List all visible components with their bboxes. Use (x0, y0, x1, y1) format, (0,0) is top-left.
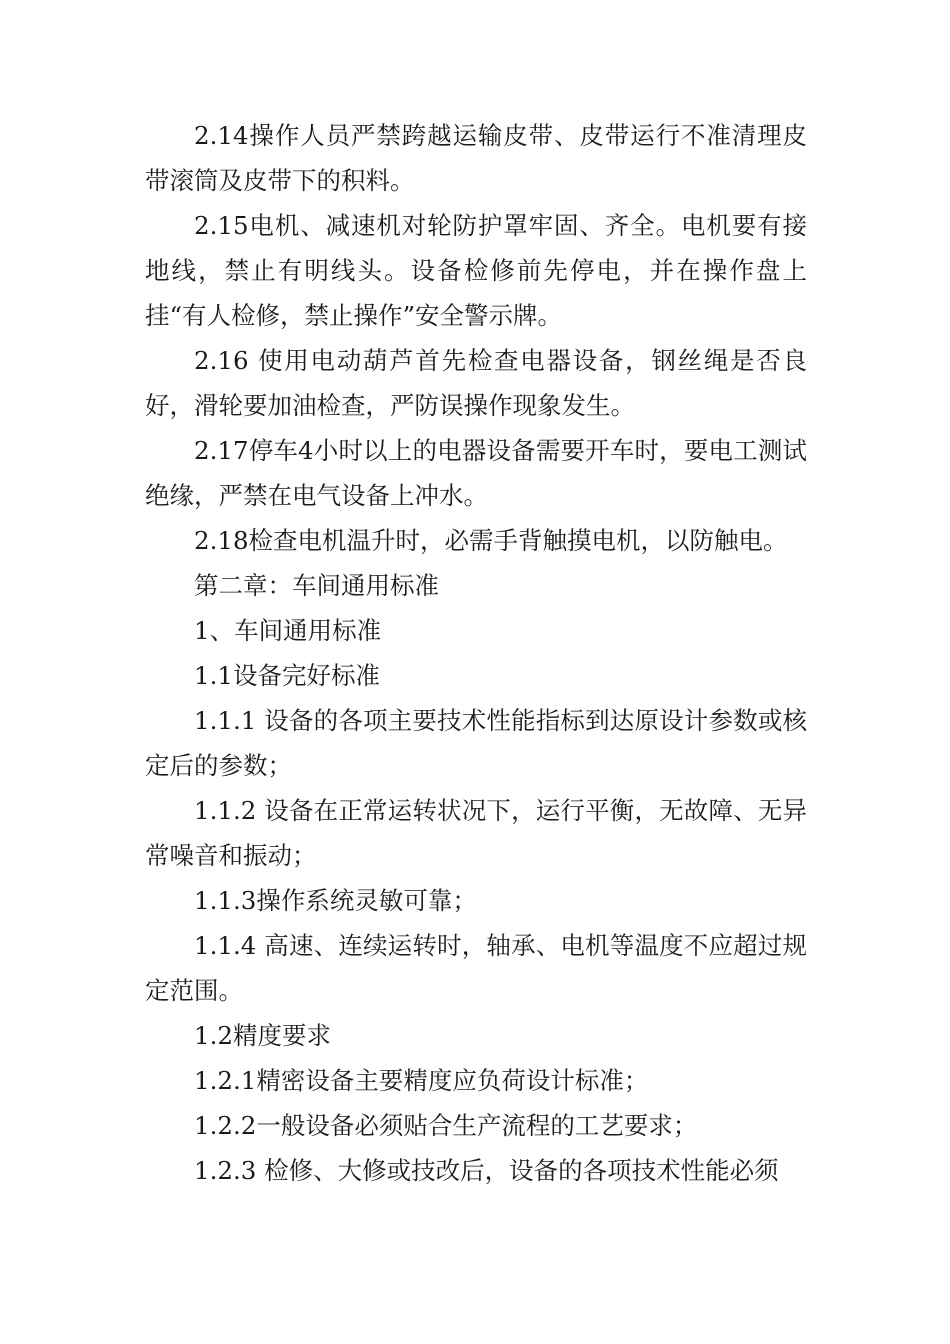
paragraph-1-2-2: 1.2.2一般设备必须贴合生产流程的工艺要求； (194, 1111, 698, 1140)
document-page (145, 113, 807, 1193)
paragraph-2-18: 2.18检查电机温升时，必需手背触摸电机，以防触电。 (194, 526, 788, 555)
paragraph-1-1-4: 1.1.4 高速、连续运转时，轴承、电机等温度不应超过规定范围。 (145, 931, 807, 1005)
section-heading-1-1: 1.1设备完好标准 (194, 661, 380, 690)
section-heading-1: 1、车间通用标准 (194, 616, 382, 645)
paragraph-2-17: 2.17停车4小时以上的电器设备需要开车时，要电工测试绝缘，严禁在电气设备上冲水。 (145, 436, 807, 510)
section-heading-1-2: 1.2精度要求 (194, 1021, 331, 1050)
paragraph-2-16: 2.16 使用电动葫芦首先检查电器设备，钢丝绳是否良好，滑轮要加油检查，严防误操作现象发生。 (145, 346, 807, 420)
paragraph-2-15: 2.15电机、减速机对轮防护罩牢固、齐全。电机要有接地线，禁止有明线头。设备检修前先停电，并在操作盘上挂“有人检修，禁止操作”安全警示牌。 (145, 211, 807, 330)
paragraph-1-1-1: 1.1.1 设备的各项主要技术性能指标到达原设计参数或核定后的参数； (145, 706, 807, 780)
chapter-heading: 第二章：车间通用标准 (194, 571, 439, 600)
paragraph-1-1-2: 1.1.2 设备在正常运转状况下，运行平衡，无故障、无异常噪音和振动； (145, 796, 807, 870)
paragraph-1-1-3: 1.1.3操作系统灵敏可靠； (194, 886, 477, 915)
paragraph-1-2-3: 1.2.3 检修、大修或技改后，设备的各项技术性能必须 (194, 1156, 779, 1185)
paragraph-2-14: 2.14操作人员严禁跨越运输皮带、皮带运行不准清理皮带滚筒及皮带下的积料。 (145, 121, 807, 195)
paragraph-1-2-1: 1.2.1精密设备主要精度应负荷设计标准； (194, 1066, 649, 1095)
